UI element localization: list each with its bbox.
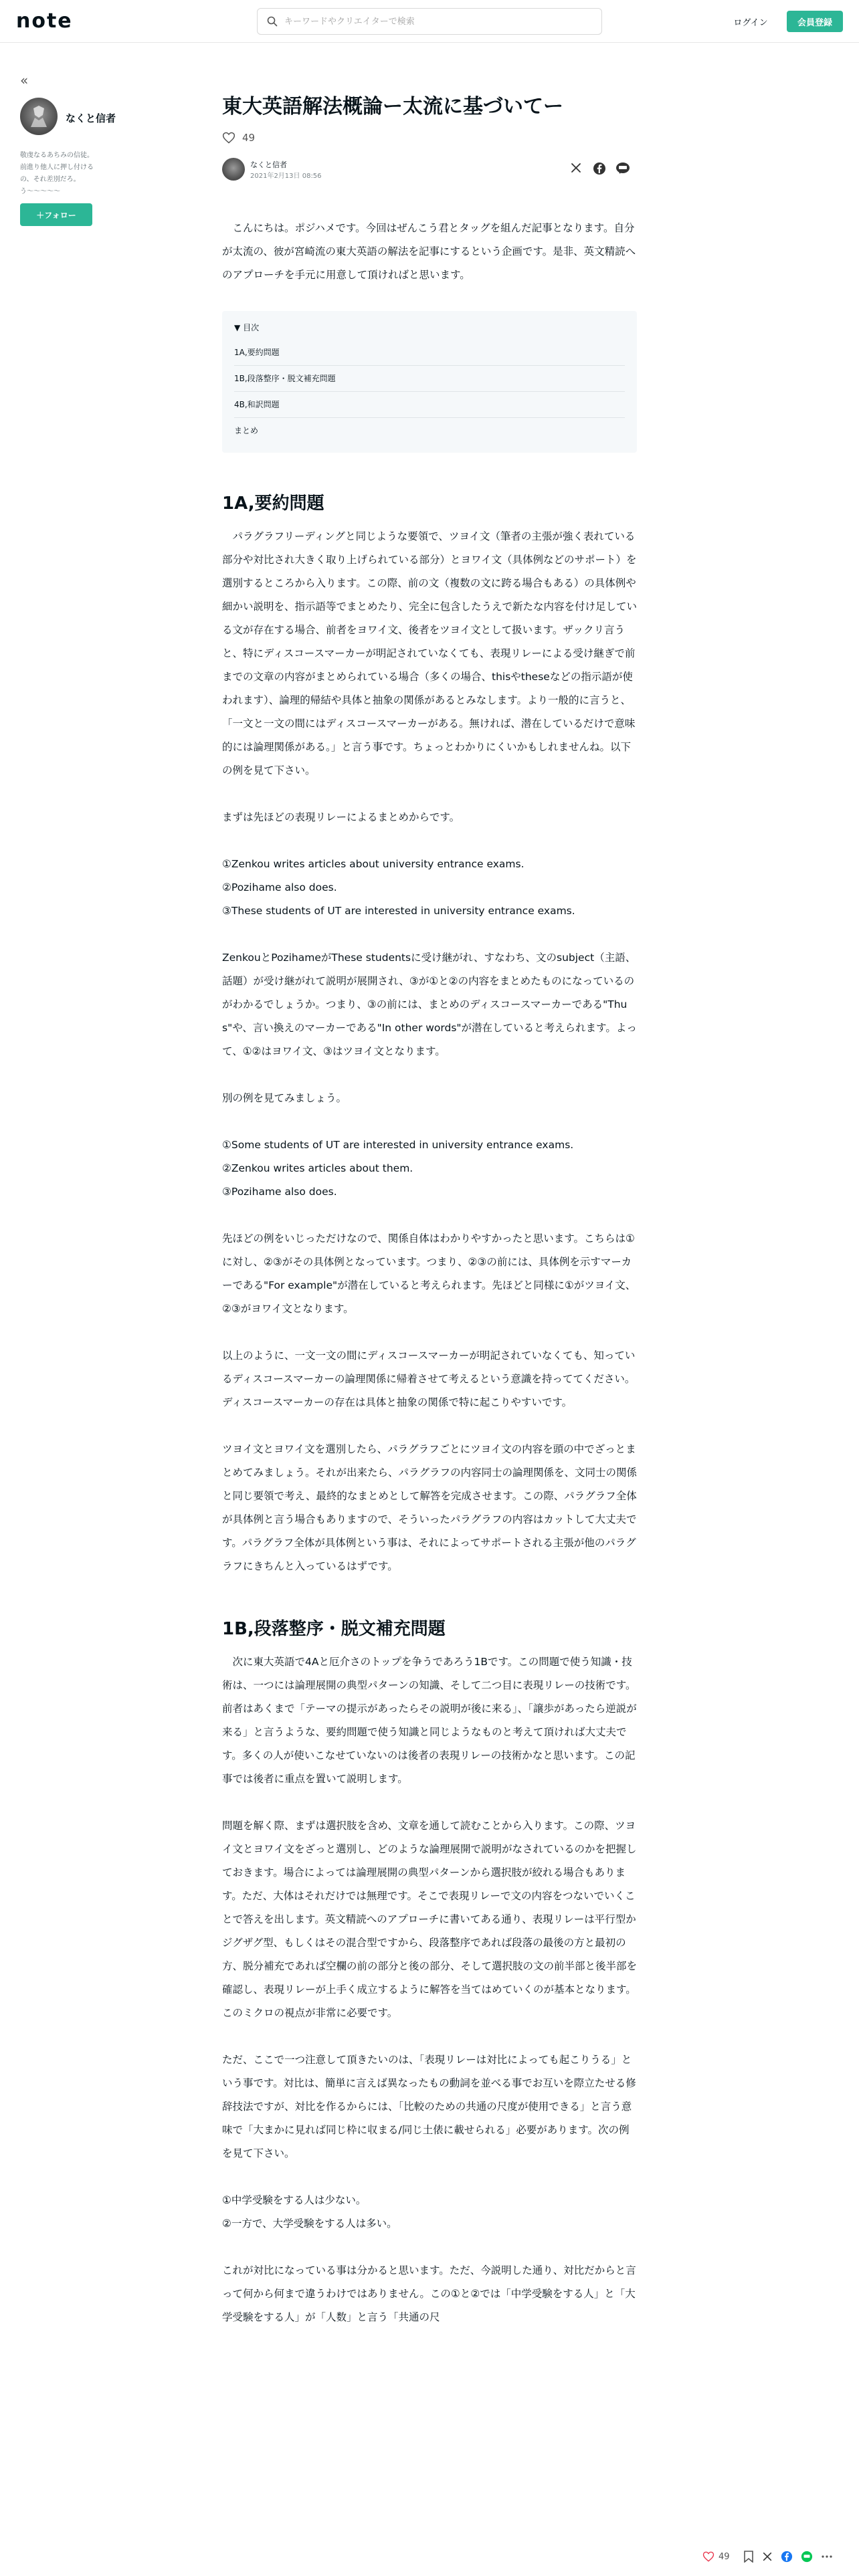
floating-action-bar (702, 2547, 833, 2567)
body-paragraph: まずは先ほどの表現リレーによるまとめからです。 (222, 811, 460, 823)
body-paragraph: 別の例を見てみましょう。 (222, 1092, 347, 1104)
body-paragraph: 次に東大英語で4Aと厄介さのトップを争うであろう1Bです。この問題で使う知識・技術は、一つには論理展開の典型パターンの知識、そして二つ目に表現リレーの技術です。前者はあくまで「テーマの提示があったらその説明が後に来る」、「譲歩があったら逆説が来る」と言うような、要約問題で使う知識と同じようなものと考えて頂ければ大丈夫です。多くの人が使いこなせていないのは後者の表現リレーの技術かなと思います。この記事では後者に重点を置いて説明します。 (222, 1656, 637, 1785)
example-sentence: ①中学受験をする人は少ない。 (222, 2194, 367, 2206)
author-name[interactable]: なくと信者 (250, 160, 287, 169)
example-sentence: ②Zenkou writes articles about them. (222, 1162, 413, 1174)
body-paragraph: ツヨイ文とヨワイ文を選別したら、パラグラフごとにツヨイ文の内容を頭の中でざっとまとめてみましょう。それが出来たら、パラグラフの内容同士の論理関係を、文同士の関係と同じ要領で考え、最終的なまとめとして解答を完成させます。この際、パラグラフ全体が具体例と言う場合もありますので、そういったパラグラフの内容はカットして大丈夫です。パラグラフ全体が具体例という事は、それによってサポートされる主張が他のパラグラフにきちんと入っているはずです。 (222, 1443, 638, 1572)
more-options-icon[interactable] (821, 2551, 833, 2563)
body-paragraph: パラグラフリーディングと同じような要領で、ツヨイ文（筆者の主張が強く表れている部分や対比され大きく取り上げられている部分）とヨワイ文（具体例などのサポート）を選別するところから入ります。この際、前の文（複数の文に跨る場合もある）の具体例や細かい説明を、指示語等でまとめたり、完全に包含したうえで新たな内容を付け足している文が存在する場合、前者をヨワイ文、後者をツヨイ文として扱います。ザックリ言うと、特にディスコースマーカーが明記されていなくても、表現リレーによる受け継ぎで前までの文章の内容がまとめられている場合（多くの場合、thisやtheseなどの指示語が使われます）、論理的帰結や具体と抽象の関係があるとみなします。より一般的に言うと、「一文と一文の間にはディスコースマーカーがある。無ければ、潜在しているだけで意味的には論理関係がある。」と言う事です。ちょっとわかりにくいかもしれませんね。以下の例を見て下さい。 (222, 530, 638, 776)
floating-like-count: 49 (719, 2551, 730, 2562)
follow-label: フォロー (44, 210, 76, 220)
creator-avatar[interactable] (20, 98, 58, 135)
follow-plus-icon: ＋ (36, 210, 45, 220)
avatar-figure-icon (27, 104, 51, 128)
table-of-contents (222, 311, 637, 453)
search-box[interactable] (257, 8, 602, 35)
toc-item[interactable]: 1A,要約問題 (234, 340, 625, 366)
example-sentence: ①Zenkou writes articles about university entrance exams. (222, 858, 524, 870)
article-title: 東大英語解法概論ー太流に基づいてー (222, 95, 563, 118)
toc-item[interactable]: 4B,和訳問題 (234, 392, 625, 418)
x-share-icon[interactable] (762, 2551, 773, 2562)
body-paragraph: 問題を解く際、まずは選択肢を含め、文章を通して読むことから入ります。この際、ツヨイ文とヨワイ文をざっと選別し、どのような論理展開で説明がなされているのかを把握しておきます。場合によっては論理展開の典型パターンから選択肢が絞れる場合もあります。ただ、大体はそれだけでは無理です。そこで表現リレーで文の内容をつないでいくことで答えを出します。英文精読へのアプローチに書いてある通り、表現リレーは平行型かジグザグ型、もしくはその混合型ですから、段落整序であれば段落の最後の方と最初の方、脱分補充であれば空欄の前の部分と後の部分、そして選択肢の文の前半部と後半部を確認し、表現リレーが上手く成立するように解答を当てはめていくのが基本となります。このミクロの視点が非常に必要です。 (222, 1820, 638, 2019)
publish-date: 2021年2月13日 08:56 (250, 173, 322, 180)
article (222, 92, 638, 2323)
global-header (0, 0, 859, 43)
creator-bio: 敬虔なるあちみの信徒。前進り他人に押し付けるの、それ差別だろ。う〜〜〜〜〜 (20, 152, 94, 195)
like-row (222, 130, 255, 146)
section-heading: 1B,段落整序・脱文補充問題 (222, 1619, 446, 1639)
example-sentence: ③These students of UT are interested in university entrance exams. (222, 905, 575, 917)
toc-heading[interactable] (234, 322, 625, 333)
triangle-down-icon: ▼ (234, 323, 241, 332)
intro-paragraph: こんにちは。ポジハメです。今回はぜんこう君とタッグを組んだ記事となります。自分が太流の、彼が宮崎流の東大英語の解法を記事にするという企画です。是非、英文精読へのアプローチを手元に用意して頂ければと思います。 (222, 222, 636, 281)
facebook-share-icon[interactable] (781, 2551, 793, 2563)
search-icon (267, 16, 278, 27)
creator-name[interactable]: なくと信者 (66, 112, 116, 124)
example-sentence: ②Pozihame also does. (222, 881, 337, 893)
x-share-icon[interactable] (570, 162, 582, 174)
heart-icon[interactable] (702, 2551, 714, 2563)
example-sentence: ③Pozihame also does. (222, 1186, 337, 1198)
body-paragraph: ただ、ここで一つ注意して頂きたいのは、「表現リレーは対比によっても起こりうる」という事です。対比は、簡単に言えば異なったもの動詞を並べる事でお互いを際立たせる修辞技法ですが、対比を作るからには、「比較のための共通の尺度が使用できる」と言う意味で「大まかに見れば同じ枠に収まる/同じ土俵に載せられる」必要があります。次の例を見て下さい。 (222, 2054, 636, 2159)
line-share-icon[interactable] (801, 2551, 813, 2563)
example-sentence: ②一方で、大学受験をする人は多い。 (222, 2218, 397, 2230)
example-sentence: ①Some students of UT are interested in university entrance exams. (222, 1139, 574, 1151)
like-count: 49 (242, 132, 256, 144)
bookmark-icon[interactable] (743, 2551, 754, 2563)
line-share-icon[interactable] (615, 162, 630, 175)
body-paragraph: ZenkouとPozihameがThese studentsに受け継がれ、すなわち、文のsubject（主語、話題）が受け継がれて説明が展開され、③が①と②の内容をまとめたものになっているのがわかるでしょうか。つまり、③の前には、まとめのディスコースマーカーである"Thus"や、言い換えのマーカーである"In other words"が潜在していると考えられます。よって、①②はヨワイ文、③はツヨイ文となります。 (222, 952, 637, 1057)
collapse-sidebar-icon[interactable]: « (20, 72, 26, 88)
body-paragraph: これが対比になっている事は分かると思います。ただ、今説明した通り、対比だからと言って何から何まで違うわけではありません。この①と②では「中学受験をする人」と「大学受験をする人」が「人数」と言う「共通の尺 (222, 2264, 636, 2323)
note-logo[interactable]: note (16, 9, 73, 33)
follow-button[interactable] (20, 203, 92, 226)
author-row (222, 158, 637, 182)
login-button[interactable]: ログイン (723, 11, 779, 32)
search-input[interactable] (284, 9, 592, 34)
author-avatar[interactable] (222, 158, 245, 181)
toc-item[interactable]: 1B,段落整序・脱文補充問題 (234, 366, 625, 392)
section-heading: 1A,要約問題 (222, 494, 324, 514)
body-paragraph: 先ほどの例をいじっただけなので、関係自体はわかりやすかったと思います。こちらは①に対し、②③がその具体例となっています。つまり、②③の前には、具体例を示すマーカーである"For example"が潜在していると考えられます。先ほどと同様に①がツヨイ文、②③がヨワイ文となります。 (222, 1232, 636, 1315)
heart-icon[interactable] (222, 131, 235, 144)
facebook-share-icon[interactable] (593, 162, 606, 175)
body-paragraph: 以上のように、一文一文の間にディスコースマーカーが明記されていなくても、知っているディスコースマーカーの論理関係に帰着させて考えるという意識を持っててください。ディスコースマーカーの存在は具体と抽象の関係で特に起こりやすいです。 (222, 1350, 636, 1408)
signup-button[interactable]: 会員登録 (787, 11, 843, 32)
toc-item[interactable]: まとめ (234, 426, 259, 435)
toc-heading-label: 目次 (243, 323, 260, 332)
article-body (222, 217, 637, 2329)
